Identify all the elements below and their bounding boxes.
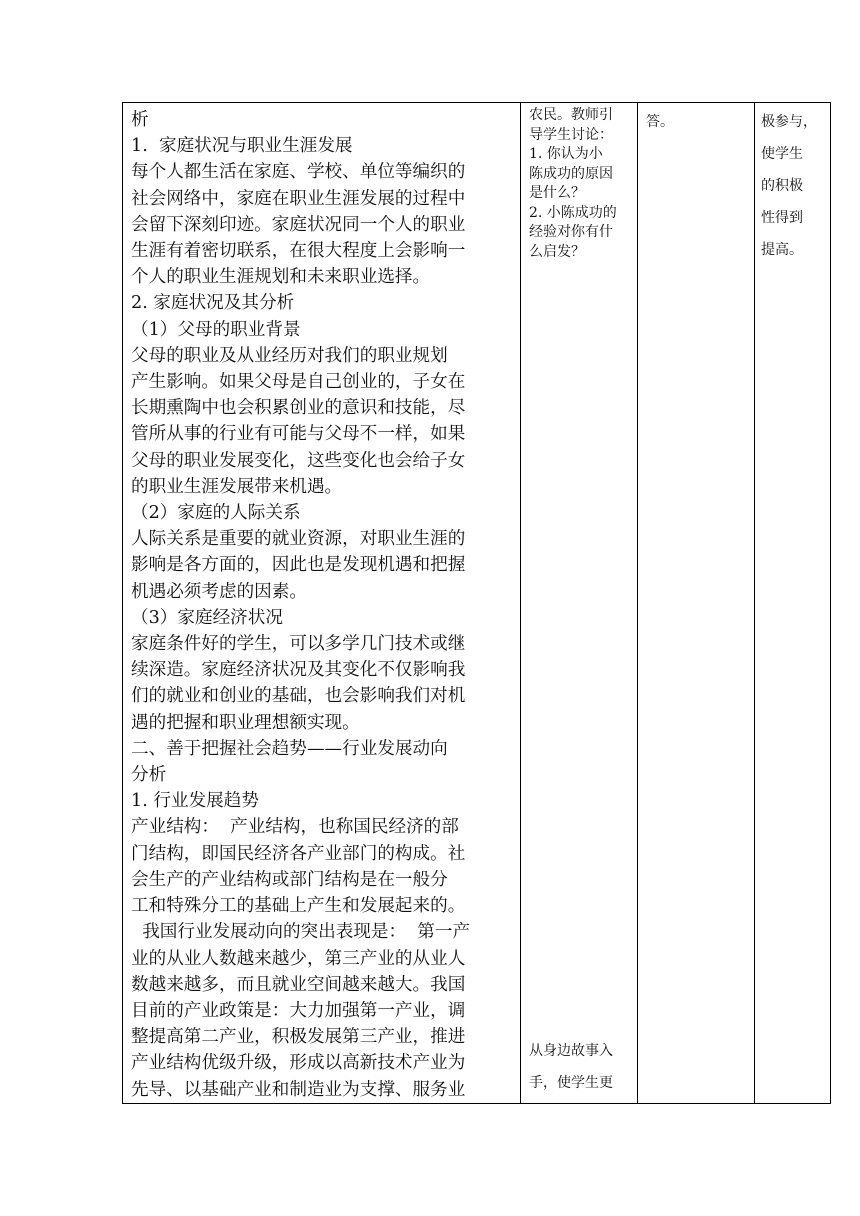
student-activity-cell	[638, 103, 755, 1104]
content-line: 生涯有着密切联系，在很大程度上会影响一	[131, 241, 466, 262]
content-line: 1. 行业发展趋势	[131, 791, 259, 812]
content-line: 产业结构： 产业结构，也称国民经济的部	[131, 817, 459, 838]
content-line: 析	[131, 110, 149, 130]
design-intent-text	[755, 103, 830, 266]
content-line: 分析	[131, 765, 167, 786]
content-line: 2. 家庭状况及其分析	[131, 293, 295, 314]
teacher-activity-line: 农民。教师引	[529, 107, 613, 123]
lesson-plan-table	[122, 102, 831, 1104]
student-activity-line: 答。	[646, 114, 674, 130]
content-line: 社会网络中，家庭在职业生涯发展的过程中	[131, 188, 466, 209]
teacher-activity-line: 么启发？	[529, 243, 585, 260]
content-line: 续深造。家庭经济状况及其变化不仅影响我	[131, 660, 466, 681]
student-activity-text	[638, 103, 754, 138]
content-line: 门结构，即国民经济各产业部门的构成。社	[131, 843, 466, 864]
teacher-activity-line: 1. 你认为小	[529, 146, 603, 162]
table-row	[123, 103, 831, 1104]
content-line: 机遇必须考虑的因素。	[131, 581, 307, 602]
content-line: 的职业生涯发展带来机遇。	[131, 476, 343, 497]
teacher-activity-line: 是什么？	[529, 185, 585, 201]
teacher-activity-cell	[521, 103, 638, 1104]
content-line: 业的从业人数越来越少，第三产业的从业人	[131, 948, 466, 969]
teacher-activity-line: 导学生讨论：	[529, 126, 613, 143]
content-line: 每个人都生活在家庭、学校、单位等编织的	[131, 162, 466, 183]
content-line: 个人的职业生涯规划和未来职业选择。	[131, 267, 431, 288]
content-line: 父母的职业及从业经历对我们的职业规划	[131, 345, 448, 366]
content-line: 父母的职业发展变化，这些变化也会给子女	[131, 450, 466, 471]
design-intent-cell	[755, 103, 831, 1104]
teacher-activity-text	[521, 103, 637, 262]
design-intent-line: 提高。	[761, 242, 803, 258]
content-line: 数越来越多，而且就业空间越来越大。我国	[131, 974, 466, 995]
content-line: 会留下深刻印迹。家庭状况同一个人的职业	[131, 214, 466, 235]
teacher-activity-line: 从身边故事入	[529, 1042, 613, 1059]
content-line: 1. 家庭状况与职业生涯发展	[131, 136, 353, 157]
content-line: 长期熏陶中也会积累创业的意识和技能，尽	[131, 398, 466, 419]
content-line: 遇的把握和职业理想额实现。	[131, 712, 360, 733]
content-line: 二、善于把握社会趋势——行业发展动向	[131, 738, 448, 759]
content-line: （1）父母的职业背景	[131, 319, 301, 340]
content-line: 会生产的产业结构或部门结构是在一般分	[131, 869, 448, 890]
content-line: 工和特殊分工的基础上产生和发展起来的。	[131, 896, 466, 917]
content-line: 们的就业和创业的基础，也会影响我们对机	[131, 686, 466, 707]
design-intent-line: 使学生	[761, 146, 803, 162]
content-line: （3）家庭经济状况	[131, 607, 283, 628]
design-intent-line: 极参与，	[761, 114, 817, 130]
content-line: 产业结构优级升级，形成以高新技术产业为	[131, 1053, 466, 1074]
teacher-activity-line: 2. 小陈成功的	[529, 204, 617, 221]
content-line: 管所从事的行业有可能与父母不一样，如果	[131, 424, 466, 445]
content-line: 家庭条件好的学生，可以多学几门技术或继	[131, 634, 466, 655]
teaching-content-text	[123, 103, 520, 1103]
content-line: 我国行业发展动向的突出表现是： 第一产	[131, 922, 471, 943]
teacher-activity-line: 经验对你有什	[529, 224, 613, 240]
teacher-activity-line: 手，使学生更	[529, 1074, 613, 1091]
content-line: 产生影响。如果父母是自己创业的，子女在	[131, 372, 466, 393]
content-line: 人际关系是重要的就业资源，对职业生涯的	[131, 529, 466, 550]
content-line: 影响是各方面的，因此也是发现机遇和把握	[131, 555, 466, 576]
design-intent-line: 性得到	[761, 210, 803, 226]
content-line: 先导、以基础产业和制造业为支撑、服务业	[131, 1079, 466, 1100]
teaching-content-cell	[123, 103, 521, 1104]
teacher-activity-bottom-text	[529, 1035, 633, 1099]
content-line: （2）家庭的人际关系	[131, 503, 301, 524]
design-intent-line: 的积极	[761, 178, 803, 194]
content-line: 目前的产业政策是：大力加强第一产业，调	[131, 1000, 466, 1021]
content-line: 整提高第二产业，积极发展第三产业，推进	[131, 1027, 466, 1048]
teacher-activity-line: 陈成功的原因	[529, 165, 613, 182]
